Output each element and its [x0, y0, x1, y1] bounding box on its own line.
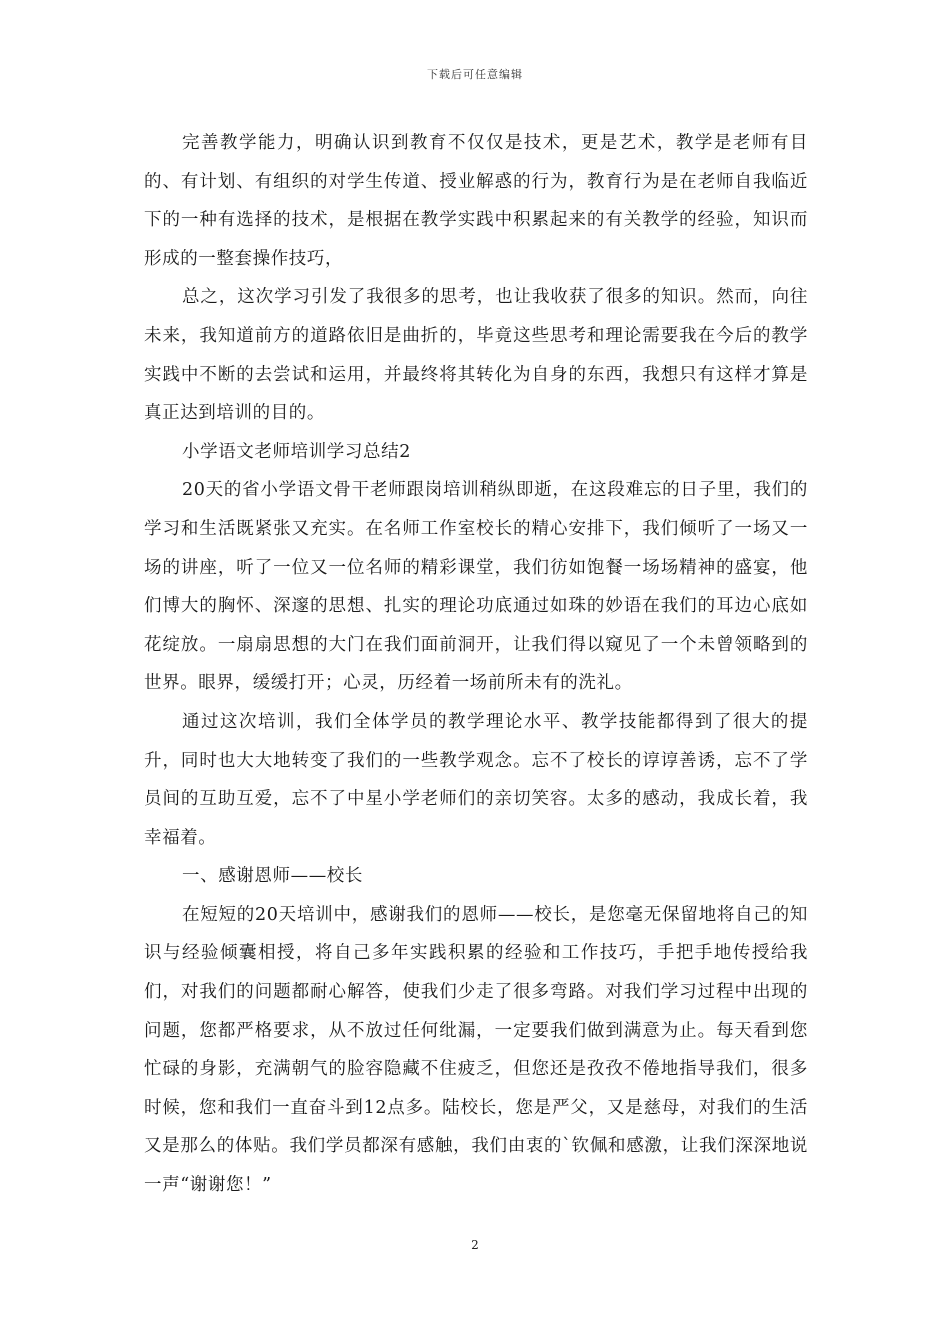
page-header: 下载后可任意编辑 — [427, 68, 523, 81]
document-body — [144, 124, 808, 1205]
paragraph-conclusion: 总之，这次学习引发了我很多的思考，也让我收获了很多的知识。然而，向往未来，我知道前方的道路依旧是曲折的，毕竟这些思考和理论需要我在今后的教学实践中不断的去尝试和运用，并最终将其转化为自身的东西，我想只有这样才算是真正达到培训的目的。 — [144, 287, 808, 424]
page-number: 2 — [471, 1238, 479, 1252]
paragraph-teaching-skills: 完善教学能力，明确认识到教育不仅仅是技术，更是艺术，教学是老师有目的、有计划、有组织的对学生传道、授业解惑的行为，教育行为是在老师自我临近下的一种有选择的技术，是根据在教学实践中积累起来的有关教学的经验，知识而形成的一整套操作技巧， — [144, 133, 808, 269]
subsection-heading: 一、感谢恩师——校长 — [182, 866, 363, 887]
paragraph-training-result: 通过这次培训，我们全体学员的教学理论水平、教学技能都得到了很大的提升，同时也大大地转变了我们的一些教学观念。忘不了校长的谆谆善诱，忘不了学员间的互助互爱，忘不了中星小学老师们的亲切笑容。太多的感动，我成长着，我幸福着。 — [144, 711, 808, 848]
paragraph-thanks-principal: 在短短的20天培训中，感谢我们的恩师——校长，是您毫无保留地将自己的知识与经验倾囊相授，将自己多年实践积累的经验和工作技巧，手把手地传授给我们，对我们的问题都耐心解答，使我们少走了很多弯路。对我们学习过程中出现的问题，您都严格要求，从不放过任何纰漏，一定要我们做到满意为止。每天看到您忙碌的身影，充满朝气的脸容隐藏不住疲乏，但您还是孜孜不倦地指导我们，很多时候，您和我们一直奋斗到12点多。陆校长，您是严父，又是慈母，对我们的生活又是那么的体贴。我们学员都深有感触，我们由衷的`钦佩和感激，让我们深深地说一声“谢谢您！” — [144, 904, 808, 1196]
section-title: 小学语文老师培训学习总结2 — [182, 441, 411, 462]
paragraph-training-intro: 20天的省小学语文骨干老师跟岗培训稍纵即逝，在这段难忘的日子里，我们的学习和生活既紧张又充实。在名师工作室校长的精心安排下，我们倾听了一场又一场的讲座，听了一位又一位名师的精彩课堂，我们彷如饱餐一场场精神的盛宴，他们博大的胸怀、深邃的思想、扎实的理论功底通过如珠的妙语在我们的耳边心底如花绽放。一扇扇思想的大门在我们面前洞开，让我们得以窥见了一个未曾领略到的世界。眼界，缓缓打开；心灵，历经着一场前所未有的洗礼。 — [144, 480, 808, 694]
